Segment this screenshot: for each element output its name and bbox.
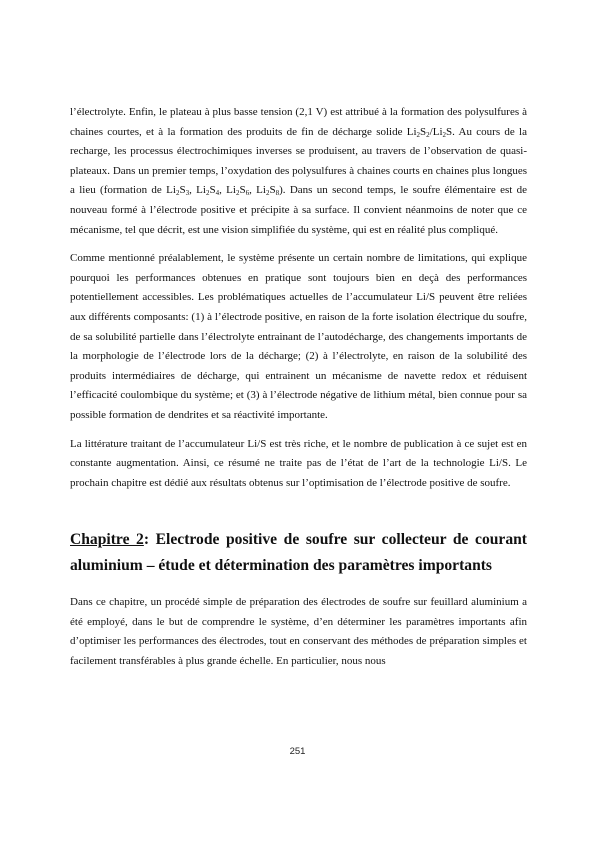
paragraph-chapter-intro: Dans ce chapitre, un procédé simple de préparation des électrodes de soufre sur feuillard aluminium a été employé, dans le but de comprendre le système, d’en déterminer les paramètres importants afin d’optimiser les performances des électrodes, tout en conservant des méthodes de préparation simples et facilement transférables à plus grande échelle. En particulier, nous nous: [70, 596, 527, 668]
paragraph-limitations: Comme mentionné préalablement, le système présente un certain nombre de limitations, qui explique pourquoi les performances obtenues en pratique sont toujours bien en deçà des performances potentiellement accessibles. Les problématiques actuelles de l’accumulateur Li/S peuvent être reliées aux différents composants: (1) à l’électrode positive, en raison de la forte isolation électrique du soufre, de sa solubilité partielle dans l’électrolyte entrainant de l’autodécharge, des changements importants de la morphologie de l’électrode lors de la décharge; (2) à l’électrolyte, en raison de la solubilité des produits intermédiaires de décharge, qui entrainent un mécanisme de navette redox et réduisent l’efficacité coulombique du système; et (3) à l’électrode négative de lithium métal, bien connue pour sa possible formation de dendrites et sa réactivité importante.: [70, 252, 527, 421]
chapter-label: Chapitre 2: [70, 531, 144, 549]
paragraph-literature: La littérature traitant de l’accumulateur Li/S est très riche, et le nombre de publication à ce sujet est en constante augmentation. Ainsi, ce résumé ne traite pas de l’état de l’art de la technologie Li/S. Le prochain chapitre est dédié aux résultats obtenus sur l’optimisation de l’électrode positive de soufre.: [70, 437, 527, 489]
chapter-title: : Electrode positive de soufre sur collecteur de courant aluminium – étude et détermination des paramètres importants: [70, 531, 527, 575]
chapter-heading: [70, 527, 527, 579]
paragraph-electrochemistry: l’électrolyte. Enfin, le plateau à plus basse tension (2,1 V) est attribué à la formation des polysulfures à chaines courtes, et à la formation des produits de fin de décharge solide $Li_2S_2/Li_2S$. Au cours de la recharge, les processus électrochimiques inverses se produisent, au travers de l’observation de quasi-plateaux. Dans un premier temps, l’oxydation des polysulfures à chaines courts en chaines plus longues a lieu (formation de $Li_2S_3$, $Li_2S_4$, $Li_2S_6$, $Li_2S_8$). Dans un second temps, le soufre élémentaire est de nouveau formé à l’électrode positive et précipite à sa surface. Il convient néanmoins de noter que ce mécanisme, tel que décrit, est une vision simplifiée du système, qui est en réalité plus compliqué.: [70, 106, 528, 236]
page-number: 251: [289, 746, 306, 757]
page-body: [70, 103, 527, 681]
